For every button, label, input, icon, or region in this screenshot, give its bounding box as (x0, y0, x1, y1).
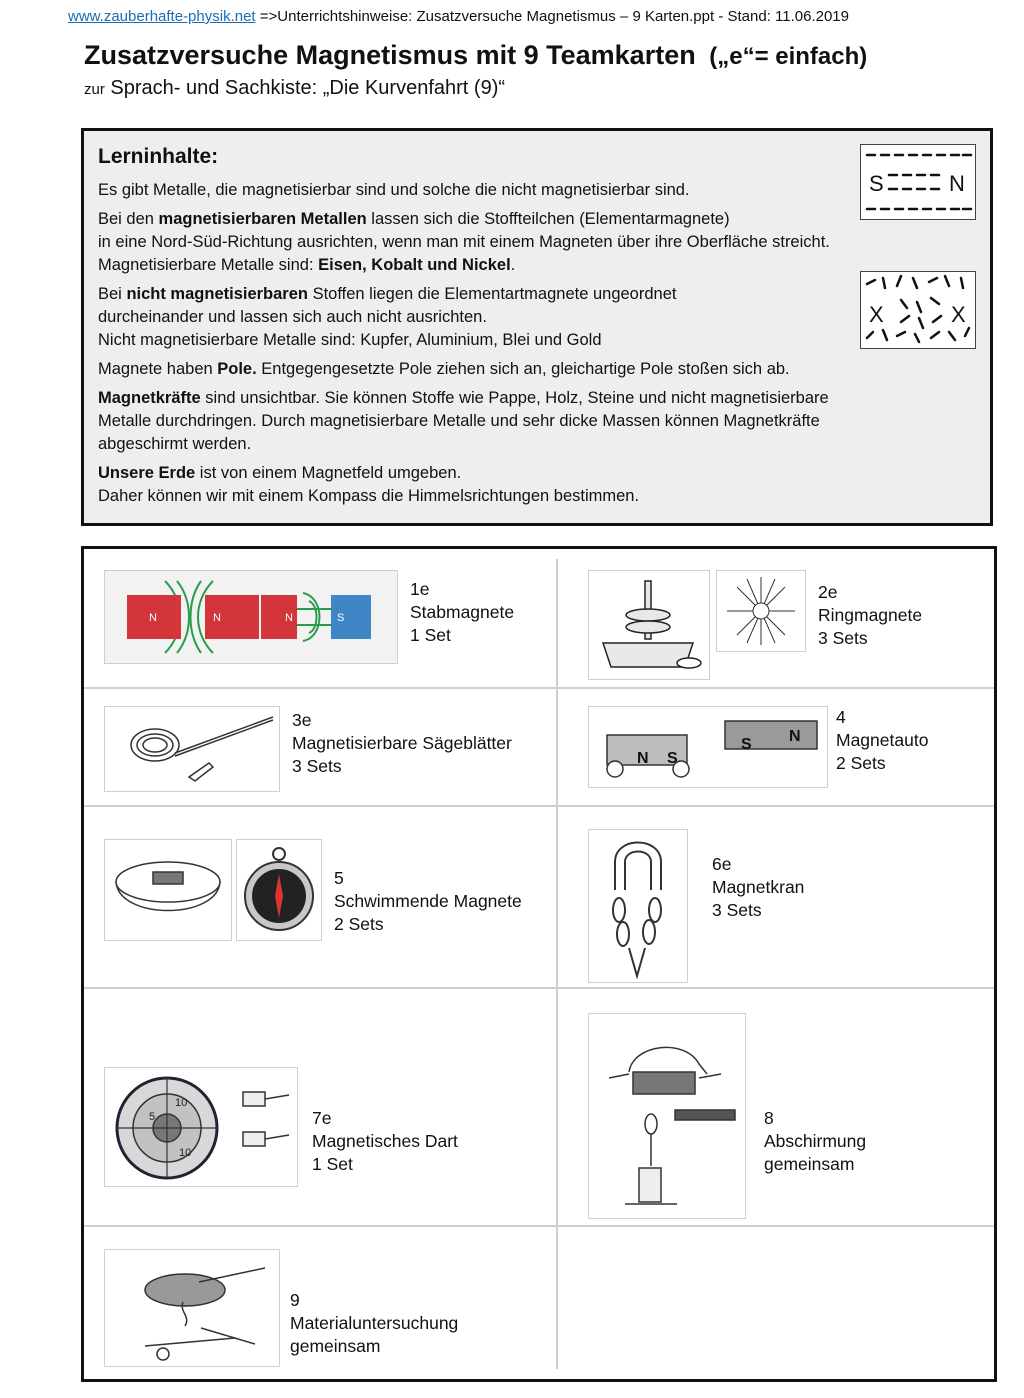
sketch-x-left: X (869, 302, 884, 327)
card-1-number: 1e (410, 579, 430, 599)
card-5-count: 2 Sets (334, 914, 384, 934)
card-2-image-stand (588, 570, 710, 680)
sketch-n-label: N (949, 171, 965, 196)
card-9-name: Materialuntersuchung (290, 1313, 459, 1333)
lerninhalte-p4 (98, 358, 958, 381)
card-6-count: 3 Sets (712, 900, 762, 920)
p2-g: . (510, 256, 516, 274)
lerninhalte-p5 (98, 387, 958, 456)
card7-d10-top: 10 (175, 1097, 188, 1109)
card1-n-mid: N (213, 612, 221, 624)
p3-d: durcheinander und lassen sich auch nicht ausrichten. (98, 308, 487, 326)
p3-e: Nicht magnetisierbare Metalle sind: Kupfer, Aluminium, Blei und Gold (98, 331, 602, 349)
card-3-name: Magnetisierbare Sägeblätter (292, 733, 512, 753)
p2-f: Eisen, Kobalt und Nickel (318, 256, 511, 274)
card7-d10-bottom: 10 (179, 1147, 192, 1159)
p5-b: sind unsichtbar. Sie können Stoffe wie Pappe, Holz, Steine und nicht magnetisierbare (200, 389, 829, 407)
card-7-image (104, 1067, 298, 1187)
card-1-image (104, 570, 398, 664)
card-5-image-bowl (104, 839, 232, 941)
card1-s: S (337, 612, 345, 624)
card-1-count: 1 Set (410, 625, 451, 645)
card-8-label (764, 1107, 866, 1176)
card-7-number: 7e (312, 1108, 332, 1128)
p2-b: magnetisierbaren Metallen (158, 210, 367, 228)
header-info: =>Unterrichtshinweise: Zusatzversuche Magnetismus – 9 Karten.ppt - Stand: 11.06.2019 (255, 8, 849, 25)
card-6-number: 6e (712, 854, 732, 874)
card-6-label (712, 853, 804, 922)
p5-a: Magnetkräfte (98, 389, 201, 407)
card-4-name: Magnetauto (836, 730, 929, 750)
lerninhalte-p2 (98, 208, 958, 277)
card-4-number: 4 (836, 707, 846, 727)
title-main: Zusatzversuche Magnetismus mit 9 Teamkarten (84, 40, 696, 70)
card-4-label (836, 706, 928, 775)
card4-bar-s: S (741, 736, 752, 753)
subtitle-text: Sprach- und Sachkiste: „Die Kurvenfahrt (9)“ (104, 77, 506, 99)
page-subtitle (84, 77, 505, 100)
card-9-count: gemeinsam (290, 1336, 381, 1356)
lerninhalte-p3 (98, 283, 958, 352)
card-5-image-compass (236, 839, 322, 941)
page-title (84, 40, 867, 71)
card1-n-right: N (285, 612, 293, 624)
card-1-name: Stabmagnete (410, 602, 515, 622)
sketch-x-right: X (951, 302, 966, 327)
card-5-label (334, 867, 522, 936)
lerninhalte-p1 (98, 179, 958, 202)
grid-divider-row3 (84, 987, 994, 989)
card-4-count: 2 Sets (836, 753, 886, 773)
card-8-count: gemeinsam (764, 1154, 855, 1174)
card-2-count: 3 Sets (818, 628, 868, 648)
card-2-name: Ringmagnete (818, 605, 923, 625)
card7-d5-left: 5 (149, 1111, 156, 1123)
subtitle-prefix: zur (84, 81, 105, 98)
p3-c: Stoffen liegen die Elementartmagnete ungeordnet (308, 285, 677, 303)
card-2-number: 2e (818, 582, 838, 602)
lerninhalte-p6 (98, 462, 958, 508)
card-8-number: 8 (764, 1108, 774, 1128)
card-3-number: 3e (292, 710, 312, 730)
p2-a: Bei den (98, 210, 159, 228)
p4-c: Entgegengesetzte Pole ziehen sich an, gleichartige Pole stoßen sich ab. (256, 360, 790, 378)
grid-divider-vertical (556, 559, 558, 1369)
p1-text: Es gibt Metalle, die magnetisierbar sind und solche die nicht magnetisierbar sind. (98, 181, 690, 199)
card-8-image (588, 1013, 746, 1219)
p4-b: Pole. (217, 360, 257, 378)
card-3-count: 3 Sets (292, 756, 342, 776)
team-cards-grid (81, 546, 997, 1382)
card-9-image (104, 1249, 280, 1367)
card-9-label (290, 1289, 458, 1358)
card4-car-n: N (637, 750, 649, 767)
p6-a: Unsere Erde (98, 464, 196, 482)
website-link[interactable]: www.zauberhafte-physik.net (68, 8, 256, 25)
p2-c: lassen sich die Stoffteilchen (Elementarmagnete) (366, 210, 730, 228)
card-2-label (818, 581, 922, 650)
p5-d: abgeschirmt werden. (98, 435, 252, 453)
lerninhalte-heading: Lerninhalte: (98, 145, 219, 168)
card-6-name: Magnetkran (712, 877, 805, 897)
p2-d: in eine Nord-Süd-Richtung ausrichten, wenn man mit einem Magneten über ihre Oberfläche streicht. (98, 233, 830, 251)
card-1-label (410, 578, 514, 647)
card-7-count: 1 Set (312, 1154, 353, 1174)
card-5-number: 5 (334, 868, 344, 888)
card-6-image (588, 829, 688, 983)
card-4-image (588, 706, 828, 788)
p3-b: nicht magnetisierbaren (126, 285, 308, 303)
card-2-image-fieldlines (716, 570, 806, 652)
sketch-s-label: S (869, 171, 884, 196)
random-magnets-sketch (860, 271, 976, 349)
grid-divider-row2 (84, 805, 994, 807)
title-note: („e“= einfach) (709, 43, 868, 70)
p5-c: Metalle durchdringen. Durch magnetisierbare Metalle und sehr dicke Massen können Magnetkräfte (98, 412, 820, 430)
p6-c: Daher können wir mit einem Kompass die Himmelsrichtungen bestimmen. (98, 487, 640, 505)
card-3-image (104, 706, 280, 792)
grid-divider-row1 (84, 687, 994, 689)
p4-a: Magnete haben (98, 360, 218, 378)
card-7-label (312, 1107, 458, 1176)
p6-b: ist von einem Magnetfeld umgeben. (195, 464, 462, 482)
card4-bar-n: N (789, 728, 801, 745)
lerninhalte-box (81, 128, 993, 526)
card-3-label (292, 709, 512, 778)
card-5-name: Schwimmende Magnete (334, 891, 522, 911)
card-8-name: Abschirmung (764, 1131, 867, 1151)
p2-e: Magnetisierbare Metalle sind: (98, 256, 319, 274)
header-line (68, 8, 1008, 25)
grid-divider-row4 (84, 1225, 994, 1227)
card4-car-s: S (667, 750, 678, 767)
p3-a: Bei (98, 285, 127, 303)
card-7-name: Magnetisches Dart (312, 1131, 458, 1151)
card-9-number: 9 (290, 1290, 300, 1310)
card1-n-left: N (149, 612, 157, 624)
ordered-magnets-sketch (860, 144, 976, 220)
